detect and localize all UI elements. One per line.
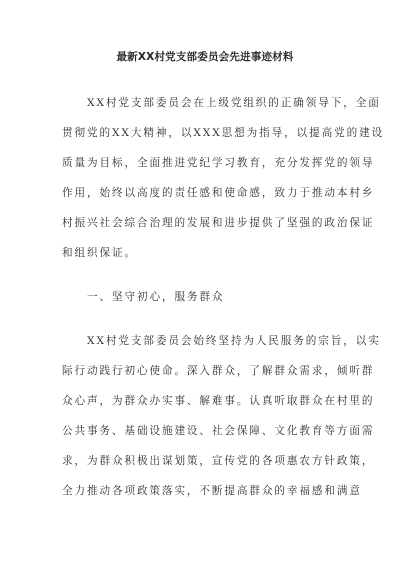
paragraph-1-line-2: 贯彻党的XX大精神，以XXX思想为指导，以提高党的建设 [62, 127, 385, 139]
paragraph-2-line-1: XX村党支部委员会始终坚持为人民服务的宗旨，以实 [87, 335, 381, 347]
document-title: 最新XX村党支部委员会先进事迹材料 [116, 51, 294, 63]
paragraph-1-line-5: 村振兴社会综合治理的发展和进步提供了坚强的政治保证 [62, 217, 375, 229]
paragraph-2-line-5: 求，为群众积极出谋划策，宣传党的各项惠农方针政策， [62, 455, 375, 467]
paragraph-2-line-2: 际行动践行初心使命。深入群众，了解群众需求，倾听群 [62, 365, 375, 377]
section-1-heading: 一、坚守初心，服务群众 [87, 291, 225, 303]
paragraph-2-line-4: 公共事务、基础设施建设、社会保障、文化教育等方面需 [62, 425, 375, 437]
paragraph-1-line-6: 和组织保证。 [62, 247, 137, 259]
paragraph-1-line-1: XX村党支部委员会在上级党组织的正确领导下，全面 [87, 97, 381, 109]
paragraph-2-line-6: 全力推动各项政策落实，不断提高群众的幸福感和满意 [62, 485, 362, 497]
paragraph-1-line-3: 质量为目标，全面推进党纪学习教育，充分发挥党的领导 [62, 157, 375, 169]
paragraph-1-line-4: 作用，始终以高度的责任感和使命感，致力于推动本村乡 [62, 187, 375, 199]
paragraph-2-line-3: 众心声，为群众办实事、解难事。认真听取群众在村里的 [62, 395, 375, 407]
